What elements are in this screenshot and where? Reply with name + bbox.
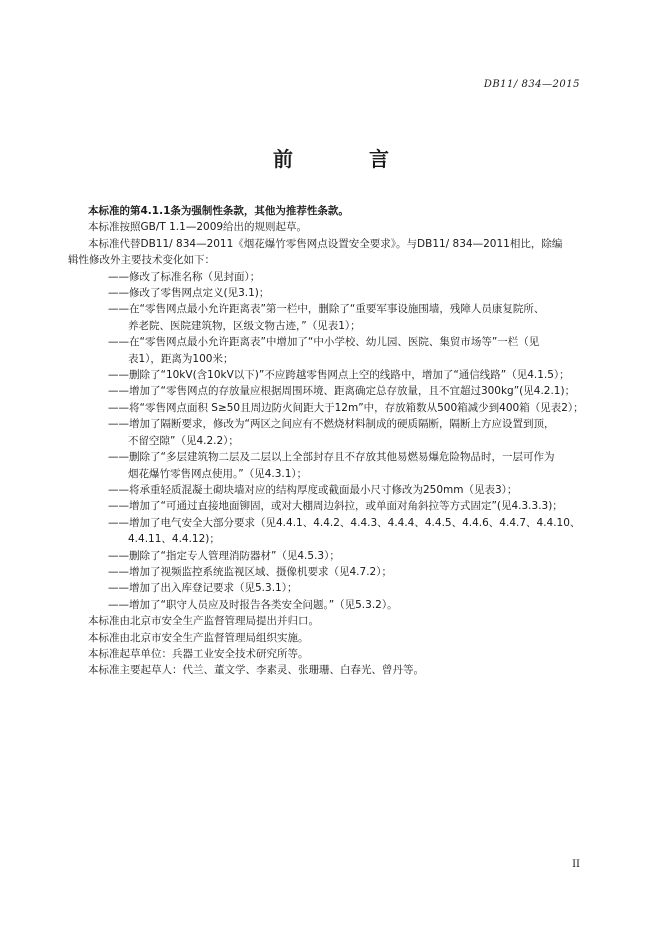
list-item: ——删除了“指定专人管理消防器材”（见4.5.3）； — [108, 549, 340, 562]
page-number: II — [572, 859, 580, 870]
list-item: ——修改了标准名称（见封面）； — [108, 270, 261, 283]
page-title: 前 言 — [273, 147, 417, 171]
list-item: ——将“零售网点面积 S≥50且周边防火间距大于12m”中，存放箱数从500箱减少到400箱（见表2）； — [108, 401, 584, 414]
foreword-body — [68, 203, 584, 679]
list-item: ——删除了“10kV(含10kV以下)”不应跨越零售网点上空的线路中，增加了“通信线路”（见4.1.5）； — [108, 369, 570, 382]
replacement-paragraph-line-2: 辑性修改外主要技术变化如下： — [68, 254, 215, 267]
drafting-unit-paragraph: 本标准起草单位：兵器工业安全技术研究所等。 — [88, 647, 309, 660]
list-item: ——在“零售网点最小允许距离表”第一栏中，删除了“重要军事设施围墙，残障人员康复院所、 养老院、医院建筑物，区级文物古迹，”（见表1）； — [108, 303, 545, 332]
list-item: ——将承重轻质混凝土砌块墙对应的结构厚度或截面最小尺寸修改为250mm（见表3）； — [108, 483, 518, 496]
proposer-paragraph: 本标准由北京市安全生产监督管理局提出并归口。 — [88, 615, 319, 628]
list-item: ——增加了电气安全大部分要求（见4.4.1、4.4.2、4.4.3、4.4.4、4.4.5、4.4.6、4.4.7、4.4.10、 4.4.11、4.4.12)； — [108, 516, 581, 546]
list-item: ——增加了隔断要求，修改为“两区之间应有不燃烧材料制成的硬质隔断，隔断上方应设置到顶， 不留空隙”（见4.2.2）； — [108, 418, 555, 447]
drafters-paragraph: 本标准主要起草人：代兰、董文学、李素灵、张珊珊、白春光、曾丹等。 — [88, 664, 424, 677]
list-item: ——增加了“零售网点的存放量应根据周围环境、距离确定总存放量，且不宜超过300kg”(见4.2.1)； — [108, 385, 576, 398]
drafting-rules-paragraph: 本标准按照GB/T 1.1—2009给出的规则起草。 — [88, 221, 308, 234]
list-item: ——增加了出入库登记要求（见5.3.1）； — [108, 582, 298, 595]
list-item: ——增加了“可通过直接地面铆固，或对大棚周边斜拉，或单面对角斜拉等方式固定”(见4.3.3.3)； — [108, 500, 563, 513]
mandatory-clause-paragraph: 本标准的第4.1.1条为强制性条款，其他为推荐性条款。 — [88, 205, 349, 217]
list-item: ——增加了“职守人员应及时报告各类安全问题。”（见5.3.2）。 — [108, 598, 398, 611]
change-list — [88, 269, 584, 614]
list-item: ——删除了“多层建筑物二层及二层以上全部封存且不存放其他易燃易爆危险物品时，一层可作为 烟花爆竹零售网点使用。”（见4.3.1）； — [108, 451, 555, 480]
document-code: DB11/ 834—2015 — [483, 79, 580, 90]
list-item: ——修改了零售网点定义(见3.1)； — [108, 287, 270, 300]
replacement-paragraph-line-1: 本标准代替DB11/ 834—2011《烟花爆竹零售网点设置安全要求》。与DB11/ 834—2011相比，除编 — [88, 237, 563, 250]
list-item: ——在“零售网点最小允许距离表”中增加了“中小学校、幼儿园、医院、集贸市场等”一栏（见 表1），距离为100米； — [108, 336, 540, 365]
implementer-paragraph: 本标准由北京市安全生产监督管理局组织实施。 — [88, 631, 309, 644]
list-item: ——增加了视频监控系统监视区域、摄像机要求（见4.7.2）； — [108, 565, 392, 578]
